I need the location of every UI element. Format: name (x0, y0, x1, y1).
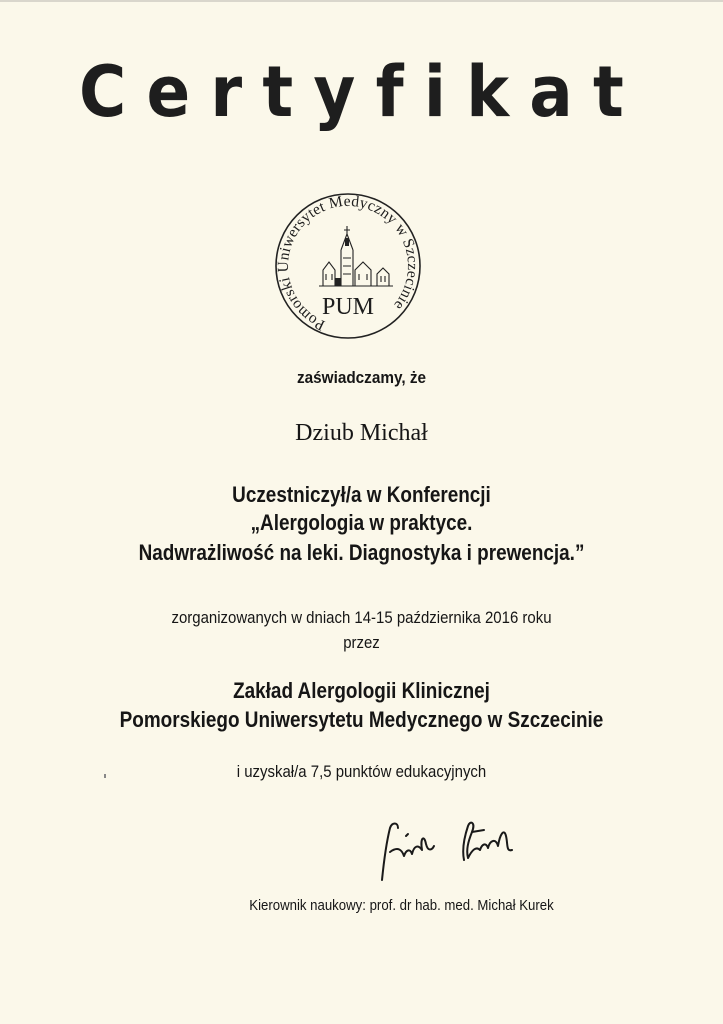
top-border-line (0, 0, 723, 2)
participation-text: Uczestniczył/a w Konferencji (232, 482, 491, 507)
organized-dates-text: zorganizowanych w dniach 14-15 października 2016 roku (171, 608, 552, 627)
organizing-unit-line-2: Pomorskiego Uniwersytetu Medycznego w Szczecinie (119, 707, 604, 732)
education-points-text: i uzyskał/a 7,5 punktów edukacyjnych (236, 762, 487, 781)
seal-monogram: PUM (321, 294, 375, 320)
attestation-text: zaświadczamy, że (296, 368, 426, 387)
conference-title-line-1: „Alergologia w praktyce. (250, 510, 473, 535)
by-text: przez (343, 633, 380, 652)
svg-text:Pomorski Uniwersytet Medyczny: Pomorski Uniwersytet Medyczny w Szczecinie (274, 192, 422, 334)
scientific-director-text: Kierownik naukowy: prof. dr hab. med. Michał Kurek (249, 897, 554, 914)
recipient-name: Dziub Michał (295, 420, 428, 446)
handwritten-signature (368, 810, 528, 890)
university-seal-logo (273, 190, 423, 342)
conference-title-line-2: Nadwrażliwość na leki. Diagnostyka i prewencja.” (138, 540, 585, 565)
organizing-unit-line-1: Zakład Alergologii Klinicznej (233, 678, 490, 703)
certificate-title: Certyfikat (78, 51, 645, 133)
